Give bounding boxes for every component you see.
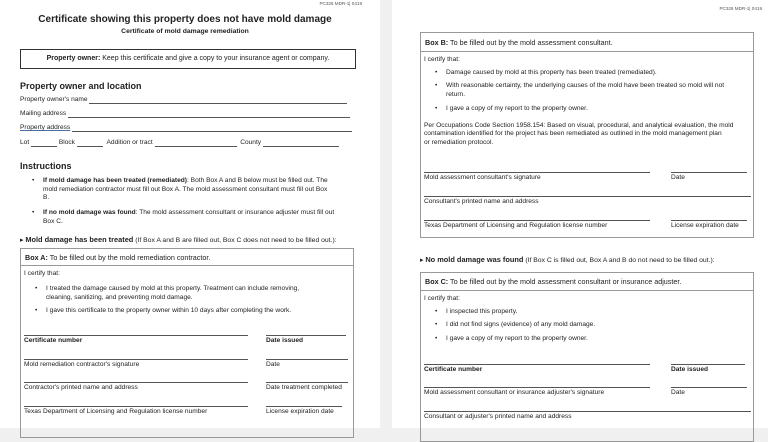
form-code: PC326 MDR-1| 0419	[319, 1, 362, 6]
box-b	[420, 32, 754, 238]
text: B.	[43, 194, 50, 201]
text: Property owner:	[46, 55, 101, 62]
text	[155, 140, 237, 147]
text: I certify that:	[424, 295, 460, 302]
text: County	[240, 139, 262, 146]
text	[31, 140, 57, 147]
text	[77, 140, 103, 147]
signature-line	[24, 406, 248, 407]
form-code: PC326 MDR-1| 0419	[719, 6, 762, 11]
bullet-item: • I inspected this property.	[446, 308, 517, 317]
page-1	[0, 0, 380, 428]
text: Texas Department of Licensing and Regulation license number	[424, 222, 608, 229]
text: I certify that:	[24, 270, 60, 277]
bullet-item: • I gave this certificate to the property owner within 10 days after completing the work.	[46, 307, 291, 316]
bullet-item: • I did not find signs (evidence) of any mold damage.	[446, 321, 595, 330]
text: mold remediation contractor must fill out Box A. The mold assessment consultant must fill out Box	[43, 185, 328, 193]
owner-name-field[interactable]	[20, 96, 347, 104]
bullet-item: • I gave a copy of my report to the property owner.	[446, 105, 588, 114]
text	[421, 273, 753, 291]
text: Date issued	[671, 366, 709, 373]
text	[263, 140, 339, 147]
text[interactable]: Mold assessment consultant or insurance adjuster's signature	[424, 389, 605, 396]
lot-block-row[interactable]	[20, 139, 339, 147]
text: To be filled out by the mold remediation contractor.	[49, 253, 211, 262]
signature-line	[424, 411, 751, 412]
text: I treated the damage caused by mold at this property. Treatment can include removing,	[46, 285, 300, 292]
text	[68, 111, 350, 118]
text: Date treatment completed	[266, 384, 342, 391]
bullet-item: • I gave a copy of my report to the property owner.	[446, 335, 588, 344]
text: Date issued	[266, 337, 304, 344]
text	[21, 249, 353, 266]
box-a	[20, 248, 354, 438]
text: Property address	[20, 124, 71, 131]
text[interactable]: Mold assessment consultant's signature	[424, 174, 541, 181]
bullet-item	[446, 82, 724, 99]
bullet-item: • Damage caused by mold at this property has been treated (remediated).	[446, 69, 657, 78]
signature-line	[424, 364, 650, 365]
text: Certificate number	[424, 366, 483, 373]
text	[421, 33, 753, 52]
signature-line	[424, 172, 650, 173]
text: Date	[671, 174, 685, 181]
text: To be filled out by the mold assessment consultant or insurance adjuster.	[450, 277, 682, 286]
bullet-item	[46, 285, 299, 302]
signature-line	[424, 196, 751, 197]
text: License expiration date	[671, 222, 739, 229]
text: To be filled out by the mold assessment consultant.	[450, 38, 613, 47]
text: If no mold damage was found	[43, 209, 136, 216]
text: With reasonable certainty, the underlying causes of the mold have been treated so mold will not	[446, 82, 725, 89]
text	[72, 125, 352, 132]
text: Block	[58, 139, 75, 146]
text	[424, 122, 733, 147]
treated-heading: ▸ Mold damage has been treated (If Box A and B are filled out, Box C does not need to be filled out.):	[20, 235, 337, 244]
text	[89, 97, 347, 104]
text: cleaning, sanitizing, and preventing mold damage.	[46, 293, 193, 301]
text: (If Box A and B are filled out, Box C does not need to be filled out.):	[135, 237, 337, 244]
box-c	[420, 272, 754, 442]
text: Box C:	[425, 277, 449, 286]
instructions-heading: Instructions	[20, 161, 72, 171]
signature-line	[266, 359, 348, 360]
text: If mold damage has been treated (remediated)	[43, 177, 188, 184]
text: I certify that:	[424, 56, 460, 63]
instruction-item	[43, 177, 328, 203]
signature-line	[266, 406, 342, 407]
page-2	[392, 0, 768, 428]
signature-line	[671, 364, 745, 365]
no-damage-heading: ▸ No mold damage was found (If Box C is filled out, Box A and B do not need to be filled out.):	[420, 255, 715, 264]
mailing-address-field[interactable]	[20, 110, 350, 118]
text: Consultant's printed name and address	[424, 198, 539, 205]
text: Mailing address	[20, 110, 67, 117]
text: Contractor's printed name and address	[24, 384, 138, 391]
text	[21, 55, 355, 63]
text: Date	[671, 389, 685, 396]
text: Per Occupations Code Section 1958.154: Based on visual, procedural, and analytical evaluation, the mold	[424, 122, 734, 129]
text: : The mold assessment consultant or insurance adjuster must fill out	[135, 209, 335, 216]
document-subtitle: Certificate of mold damage remediation	[121, 28, 249, 35]
signature-line	[266, 382, 348, 383]
text: No mold damage was found	[425, 255, 524, 264]
instruction-item	[43, 209, 334, 226]
signature-line	[671, 387, 747, 388]
signature-line	[671, 172, 747, 173]
location-heading: Property owner and location	[20, 81, 142, 91]
text: contamination identified for the project has been remediated as outlined in the mold management plan	[424, 130, 722, 138]
text: : Both Box A and B below must be filled out. The	[187, 177, 328, 184]
text: License expiration date	[266, 408, 334, 415]
signature-line	[266, 335, 346, 336]
signature-line	[671, 220, 747, 221]
signature-line	[24, 335, 248, 336]
text: return.	[446, 90, 466, 98]
text: (If Box C is filled out, Box A and B do not need to be filled out.):	[525, 257, 715, 264]
document-title: Certificate showing this property does not have mold damage	[38, 14, 332, 25]
signature-field[interactable]: Mold remediation contractor's signature	[24, 361, 140, 368]
signature-line	[424, 220, 650, 221]
text: Box B:	[425, 38, 449, 47]
owner-notice	[20, 49, 356, 69]
text: Date	[266, 361, 280, 368]
text: Addition or tract	[106, 139, 153, 146]
text: Keep this certificate and give a copy to your insurance agent or company.	[102, 55, 330, 62]
text: Consultant or adjuster's printed name and address	[424, 413, 572, 420]
signature-line	[424, 387, 650, 388]
signature-line	[24, 382, 248, 383]
text: or remediation protocol.	[424, 138, 494, 146]
text: Property owner's name	[20, 96, 88, 103]
text: Mold damage has been treated	[25, 235, 134, 244]
text: Lot	[20, 139, 30, 146]
signature-line	[24, 359, 248, 360]
text: Texas Department of Licensing and Regulation license number	[24, 408, 208, 415]
text: Box A:	[25, 253, 48, 262]
certificate-number-label: Certificate number	[24, 337, 83, 344]
property-address-field[interactable]	[20, 124, 352, 132]
text: Box C.	[43, 217, 63, 225]
